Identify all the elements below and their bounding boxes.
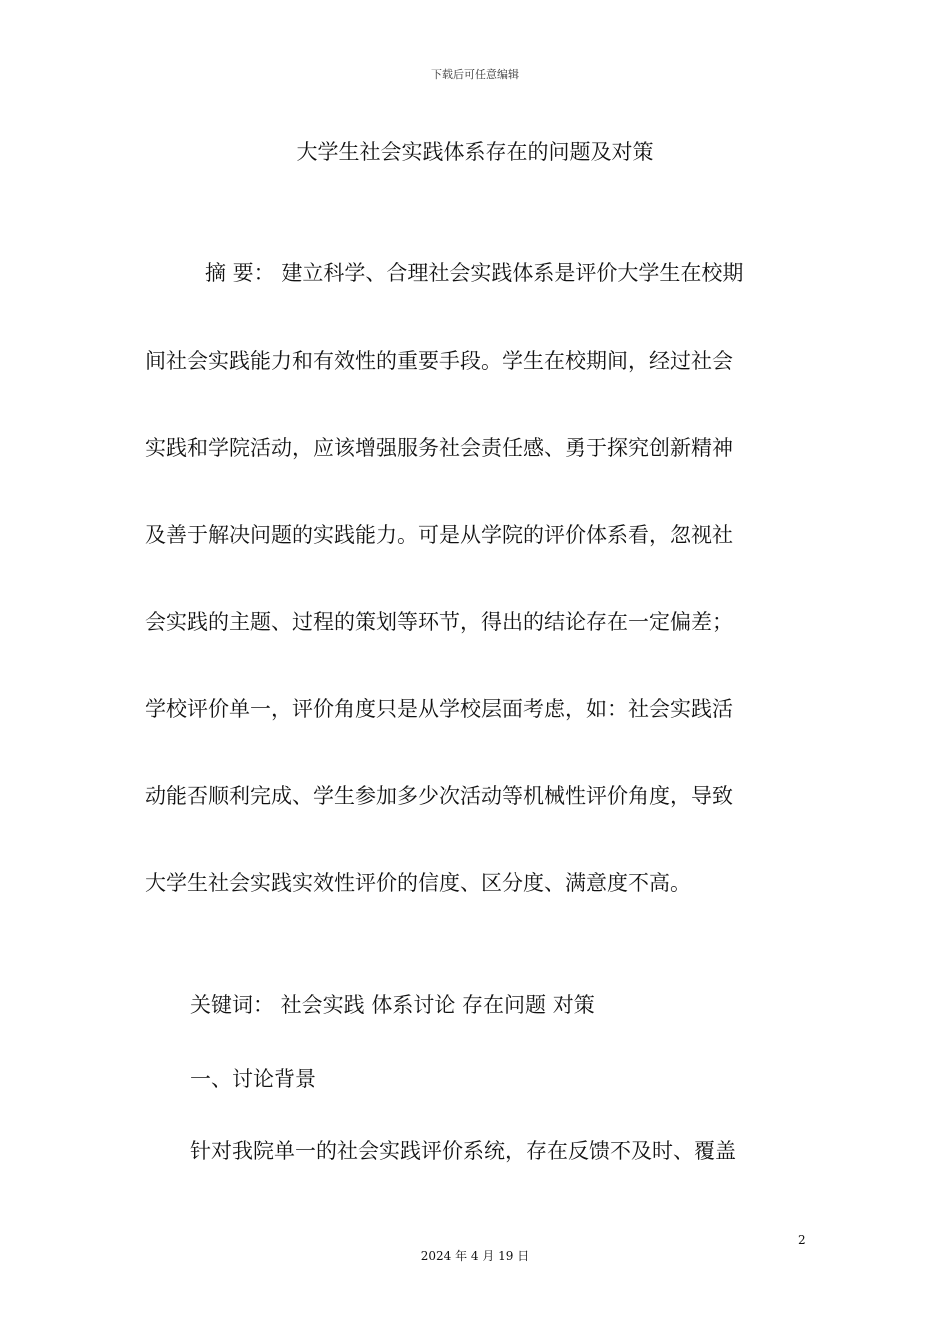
keywords-line: 关键词： 社会实践 体系讨论 存在问题 对策: [190, 993, 595, 1017]
abstract-line: 会实践的主题、过程的策划等环节，得出的结论存在一定偏差；: [145, 610, 733, 634]
section-heading: 一、讨论背景: [190, 1067, 316, 1091]
abstract-line: 动能否顺利完成、学生参加多少次活动等机械性评价角度，导致: [145, 784, 733, 808]
abstract-line: 实践和学院活动，应该增强服务社会责任感、勇于探究创新精神: [145, 436, 733, 460]
page-number: 2: [798, 1233, 806, 1247]
body-paragraph-line: 针对我院单一的社会实践评价系统，存在反馈不及时、覆盖: [190, 1139, 736, 1163]
abstract-line: 学校评价单一，评价角度只是从学校层面考虑，如：社会实践活: [145, 697, 733, 721]
abstract-line: 大学生社会实践实效性评价的信度、区分度、满意度不高。: [145, 871, 691, 895]
document-title: 大学生社会实践体系存在的问题及对策: [296, 140, 654, 164]
abstract-line: 摘 要： 建立科学、合理社会实践体系是评价大学生在校期: [205, 261, 744, 285]
footer-date: 2024 年 4 月 19 日: [420, 1249, 530, 1263]
abstract-line: 及善于解决问题的实践能力。可是从学院的评价体系看，忽视社: [145, 523, 733, 547]
header-note: 下载后可任意编辑: [431, 68, 519, 81]
abstract-line: 间社会实践能力和有效性的重要手段。学生在校期间，经过社会: [145, 349, 733, 373]
